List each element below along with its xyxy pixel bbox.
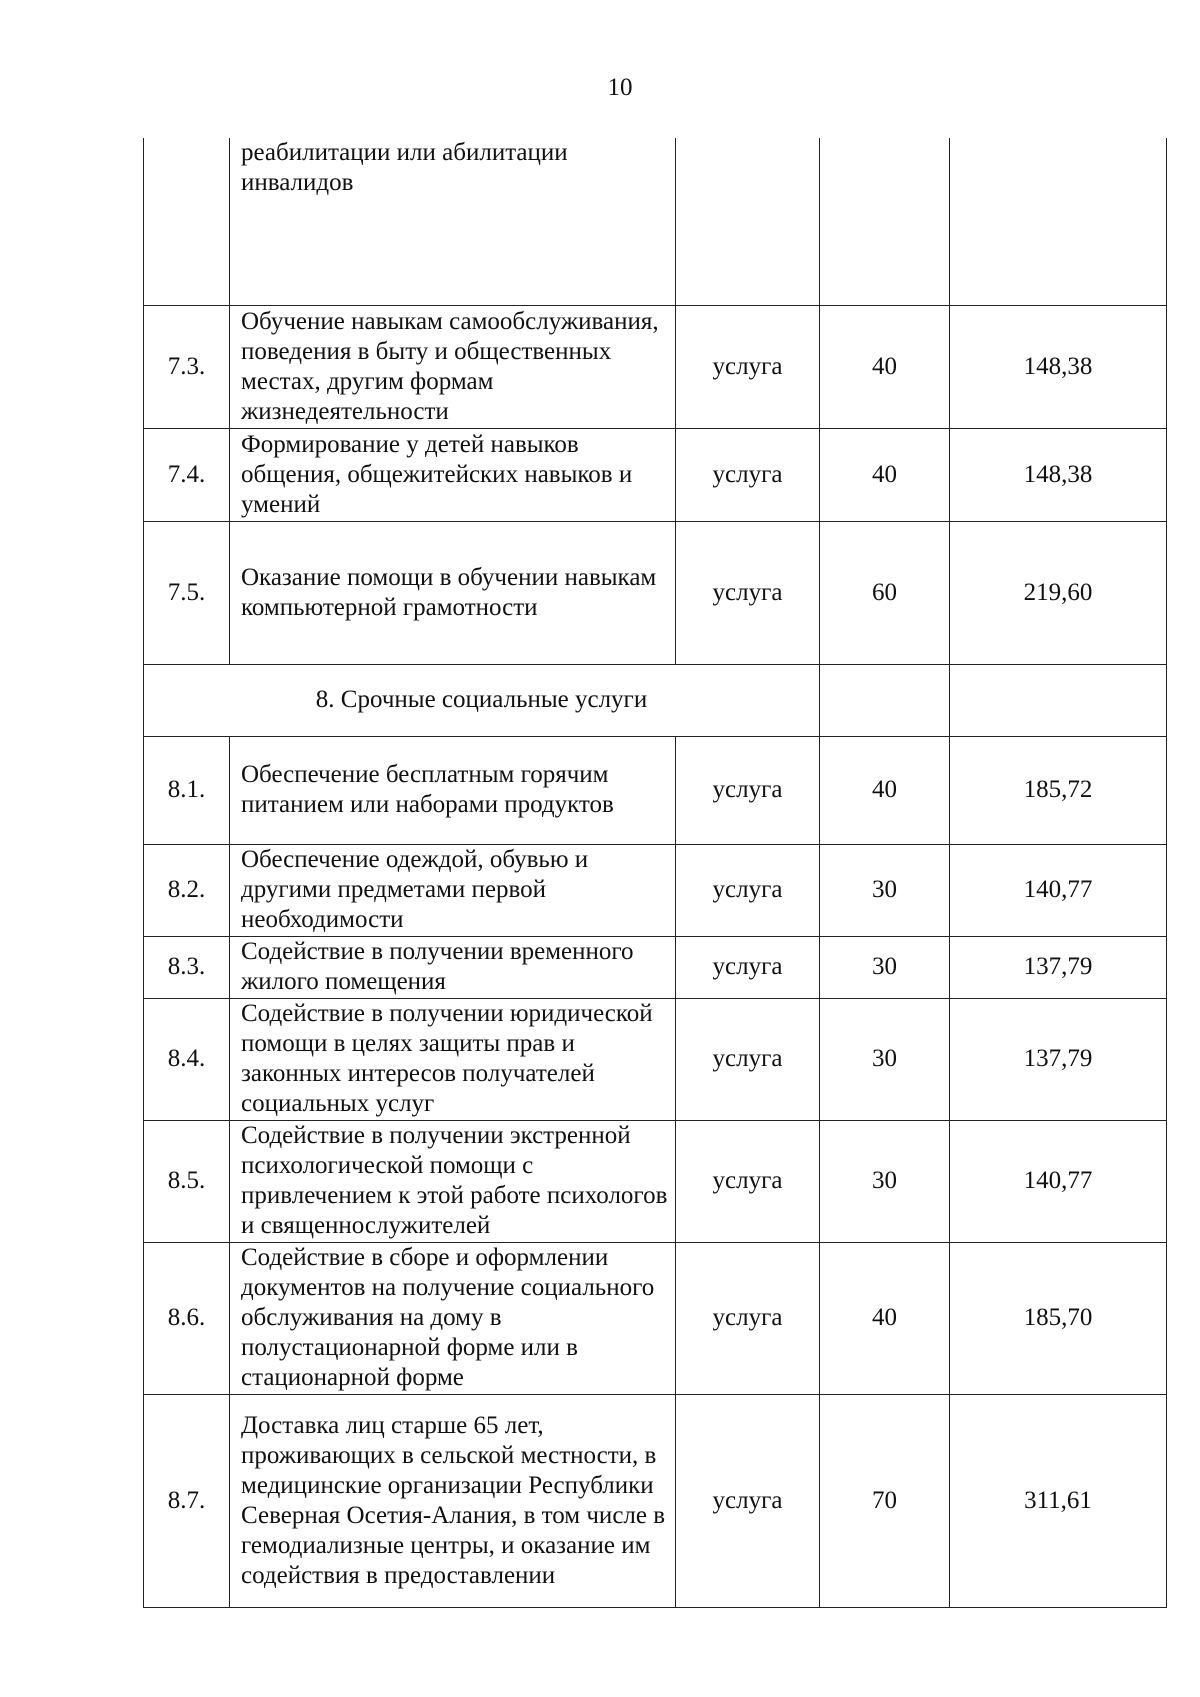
table-row [144,736,1167,844]
table-row [144,305,1167,428]
service-name: Доставка лиц старше 65 лет, проживающих в сельской местности, в медицинские организации Республики Северная Осетия-Алания, в том числе в гемодиализные центры, и оказание им содействия в предоставлении [230,1394,676,1607]
table-row [144,936,1167,998]
tariff-value: 311,61 [950,1394,1167,1607]
row-number: 8.2. [144,844,230,936]
tariff-value: 185,70 [950,1242,1167,1394]
duration-value: 60 [820,521,950,664]
tariff-value: 219,60 [950,521,1167,664]
page-number: 10 [607,74,633,101]
price-cell [950,138,1167,305]
qty-cell [820,664,950,736]
tariff-value: 137,79 [950,936,1167,998]
tariff-value: 148,38 [950,428,1167,521]
unit-of-measure: услуга [676,736,820,844]
unit-of-measure: услуга [676,1394,820,1607]
unit-of-measure: услуга [676,521,820,664]
row-number: 8.1. [144,736,230,844]
service-name: Обеспечение одеждой, обувью и другими предметами первой необходимости [230,844,676,936]
table-row [144,1394,1167,1607]
service-name: Содействие в получении юридической помощи в целях защиты прав и законных интересов получателей социальных услуг [230,998,676,1120]
service-name: реабилитации или абилитации инвалидов [241,139,568,196]
table-row-continuation [144,138,1167,305]
service-name: Содействие в получении экстренной психологической помощи с привлечением к этой работе психологов и священнослужителей [230,1120,676,1242]
unit-of-measure: услуга [676,1120,820,1242]
tariff-value: 140,77 [950,844,1167,936]
row-number: 8.7. [144,1394,230,1607]
row-number: 8.6. [144,1242,230,1394]
tariff-value: 140,77 [950,1120,1167,1242]
tariff-value: 137,79 [950,998,1167,1120]
table-row [144,1120,1167,1242]
duration-value: 30 [820,1120,950,1242]
tariff-value: 185,72 [950,736,1167,844]
service-name: Обеспечение бесплатным горячим питанием или наборами продуктов [230,736,676,844]
table-row [144,1242,1167,1394]
table-row [144,428,1167,521]
duration-value: 30 [820,936,950,998]
unit-of-measure: услуга [676,305,820,428]
row-number: 7.3. [144,305,230,428]
row-number: 7.4. [144,428,230,521]
row-number: 8.4. [144,998,230,1120]
unit-of-measure: услуга [676,428,820,521]
duration-value: 30 [820,998,950,1120]
name-cell [230,138,676,305]
section-title: 8. Срочные социальные услуги [144,664,820,736]
row-number: 7.5. [144,521,230,664]
num-cell [144,138,230,305]
unit-of-measure: услуга [676,844,820,936]
qty-cell [820,138,950,305]
service-name: Оказание помощи в обучении навыкам компьютерной грамотности [230,521,676,664]
duration-value: 40 [820,428,950,521]
duration-value: 30 [820,844,950,936]
tariff-value: 148,38 [950,305,1167,428]
row-number: 8.5. [144,1120,230,1242]
duration-value: 70 [820,1394,950,1607]
duration-value: 40 [820,305,950,428]
duration-value: 40 [820,1242,950,1394]
price-cell [950,664,1167,736]
duration-value: 40 [820,736,950,844]
section-header-row [144,664,1167,736]
service-name: Содействие в сборе и оформлении документов на получение социального обслуживания на дому в полустационарной форме или в стационарной форме [230,1242,676,1394]
table-row [144,844,1167,936]
table-row [144,998,1167,1120]
service-name: Содействие в получении временного жилого помещения [230,936,676,998]
service-name: Формирование у детей навыков общения, общежитейских навыков и умений [230,428,676,521]
unit-of-measure: услуга [676,998,820,1120]
unit-of-measure: услуга [676,1242,820,1394]
services-table [143,138,1167,1608]
service-name: Обучение навыкам самообслуживания, поведения в быту и общественных местах, другим формам жизнедеятельности [230,305,676,428]
table-row [144,521,1167,664]
row-number: 8.3. [144,936,230,998]
unit-of-measure: услуга [676,936,820,998]
unit-cell [676,138,820,305]
